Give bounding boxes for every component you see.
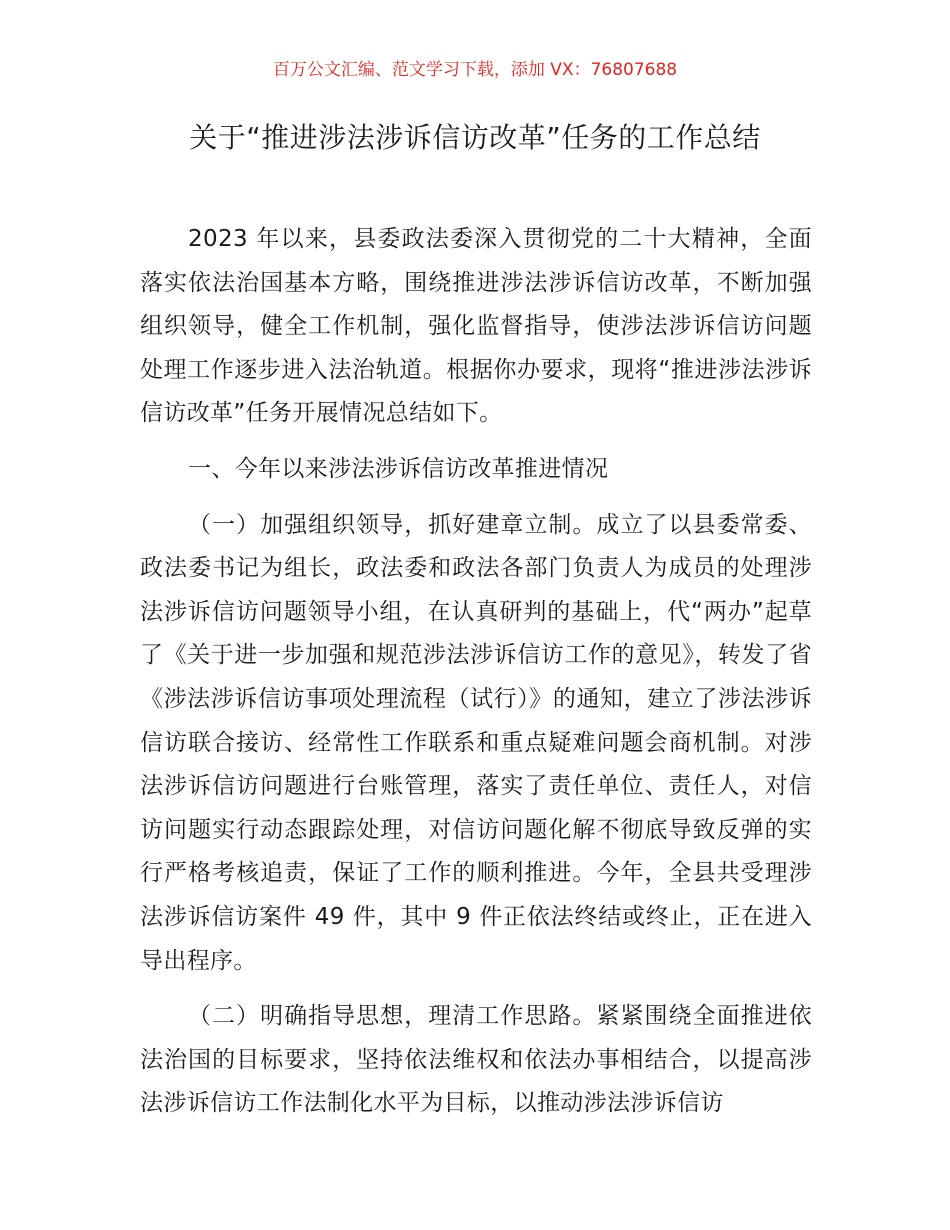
item-paragraph-2: （二）明确指导思想，理清工作思路。紧紧围绕全面推进依法治国的目标要求，坚持依法维权和依法办事相结合，以提高涉法涉诉信访工作法制化水平为目标，以推动涉法涉诉信访 — [140, 1003, 812, 1117]
watermark-header: 百万公文汇编、范文学习下载，添加 VX：76807688 — [272, 60, 678, 80]
intro-paragraph: 2023 年以来，县委政法委深入贯彻党的二十大精神，全面落实依法治国基本方略，围绕推进涉法涉诉信访改革，不断加强组织领导，健全工作机制，强化监督指导，使涉法涉诉信访问题处理工作逐步进入法治轨道。根据你办要求，现将“推进涉法涉诉信访改革”任务开展情况总结如下。 — [140, 226, 812, 427]
item-paragraph-1: （一）加强组织领导，抓好建章立制。成立了以县委常委、政法委书记为组长，政法委和政法各部门负责人为成员的处理涉法涉诉信访问题领导小组，在认真研判的基础上，代“两办”起草了《关于进一步加强和规范涉法涉诉信访工作的意见》，转发了省《涉法涉诉信访事项处理流程（试行）》的通知，建立了涉法涉诉信访联合接访、经常性工作联系和重点疑难问题会商机制。对涉法涉诉信访问题进行台账管理，落实了责任单位、责任人，对信访问题实行动态跟踪处理，对信访问题化解不彻底导致反弹的实行严格考核追责，保证了工作的顺利推进。今年，全县共受理涉法涉诉信访案件 49 件，其中 9 件正依法终结或终止，正在进入导出程序。 — [140, 511, 812, 974]
document-title: 关于“推进涉法涉诉信访改革”任务的工作总结 — [189, 121, 761, 154]
document-body — [140, 218, 812, 1126]
section-heading-1: 一、今年以来涉法涉诉信访改革推进情况 — [188, 455, 609, 482]
